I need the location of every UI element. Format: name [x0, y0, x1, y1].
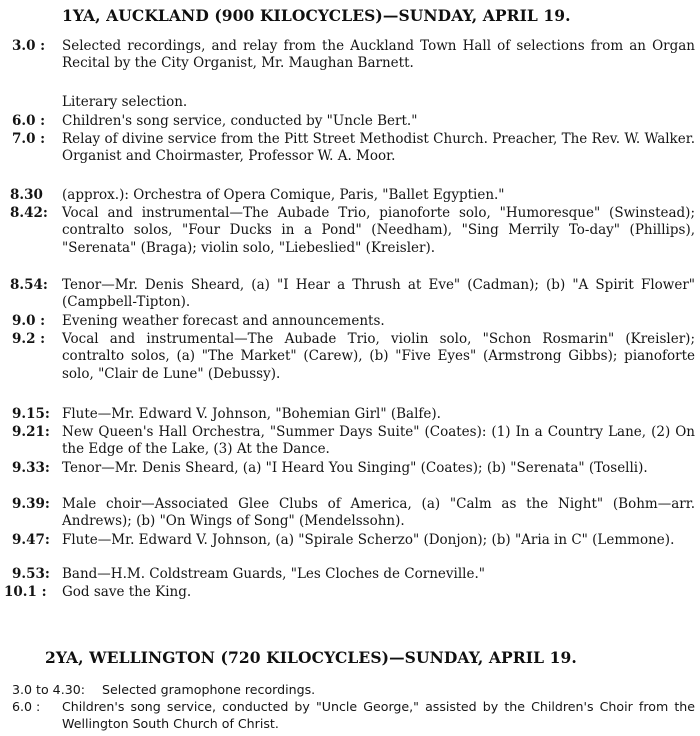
- entry-time: 9.33:: [12, 460, 50, 476]
- entry-text: Vocal and instrumental—The Aubade Trio, violin solo, "Schon Rosmarin" (Kreisler); contralto solos, (a) "The Market" (Carew), (b) "Five Eyes" (Armstrong Gibbs); pianoforte solo, "Clair de Lune" (Debussy).: [62, 331, 695, 382]
- entry-time: 9.47:: [12, 532, 50, 548]
- entry-text: Flute—Mr. Edward V. Johnson, (a) "Spirale Scherzo" (Donjon); (b) "Aria in C" (Lemmone).: [62, 532, 675, 548]
- entry-text: Vocal and instrumental—The Aubade Trio, pianoforte solo, "Humoresque" (Swinstead); contralto solos, "Four Ducks in a Pond" (Needham), "Sing Merrily To-day" (Phillips), "Serenata" (Braga); violin solo, "Liebeslied" (Kreisler).: [62, 205, 695, 256]
- entry-time: 6.0 :: [12, 699, 41, 714]
- entry-time: 8.54:: [10, 277, 48, 293]
- entry-text: New Queen's Hall Orchestra, "Summer Days Suite" (Coates): (1) In a Country Lane, (2) On the Edge of the Lake, (3) At the Dance.: [62, 424, 695, 458]
- entry-text: Evening weather forecast and announcements.: [62, 313, 385, 329]
- entry-time: 9.53:: [12, 566, 50, 582]
- station-heading-2ya: 2YA, WELLINGTON (720 KILOCYCLES)—SUNDAY, APRIL 19.: [45, 648, 577, 667]
- entry-text: Band—H.M. Coldstream Guards, "Les Cloches de Corneville.": [62, 566, 485, 582]
- entry-text: Male choir—Associated Glee Clubs of America, (a) "Calm as the Night" (Bohm—arr. Andrews); (b) "On Wings of Song" (Mendelssohn).: [62, 496, 695, 530]
- entry-time: 3.0 to 4.30:: [12, 682, 85, 697]
- entry-time: 8.30: [10, 187, 43, 203]
- entry-text: Tenor—Mr. Denis Sheard, (a) "I Heard You Singing" (Coates); (b) "Serenata" (Toselli).: [62, 460, 648, 476]
- entry-time: 9.15:: [12, 406, 50, 422]
- literary-selection: Literary selection.: [62, 94, 188, 110]
- entry-time: 7.0 :: [12, 131, 46, 147]
- entry-text: Children's song service, conducted by "Uncle George," assisted by the Children's Choir from the Wellington South Church of Christ.: [62, 699, 695, 731]
- entry-time: 9.21:: [12, 424, 50, 440]
- entry-time: 9.39:: [12, 496, 50, 512]
- entry-text: Children's song service, conducted by "Uncle Bert.": [62, 113, 418, 129]
- entry-time: 8.42:: [10, 205, 48, 221]
- entry-text: Selected recordings, and relay from the Auckland Town Hall of selections from an Organ Recital by the City Organist, Mr. Maughan Barnett.: [62, 38, 695, 72]
- station-heading-1ya: 1YA, AUCKLAND (900 KILOCYCLES)—SUNDAY, APRIL 19.: [62, 6, 571, 25]
- entry-text: Relay of divine service from the Pitt Street Methodist Church. Preacher, The Rev. W. Walker. Organist and Choirmaster, Professor W. A. Moor.: [62, 131, 695, 165]
- entry-time: 3.0 :: [12, 38, 46, 54]
- entry-time: 10.1 :: [4, 584, 47, 600]
- entry-time: 6.0 :: [12, 113, 46, 129]
- entry-text: Flute—Mr. Edward V. Johnson, "Bohemian Girl" (Balfe).: [62, 406, 441, 422]
- entry-text: God save the King.: [62, 584, 192, 600]
- entry-time: 9.0 :: [12, 313, 46, 329]
- entry-time: 9.2 :: [12, 331, 46, 347]
- entry-text: (approx.): Orchestra of Opera Comique, Paris, "Ballet Egyptien.": [62, 187, 505, 203]
- entry-text: Selected gramophone recordings.: [102, 682, 316, 697]
- entry-text: Tenor—Mr. Denis Sheard, (a) "I Hear a Thrush at Eve" (Cadman); (b) "A Spirit Flower" (Campbell-Tipton).: [62, 277, 695, 311]
